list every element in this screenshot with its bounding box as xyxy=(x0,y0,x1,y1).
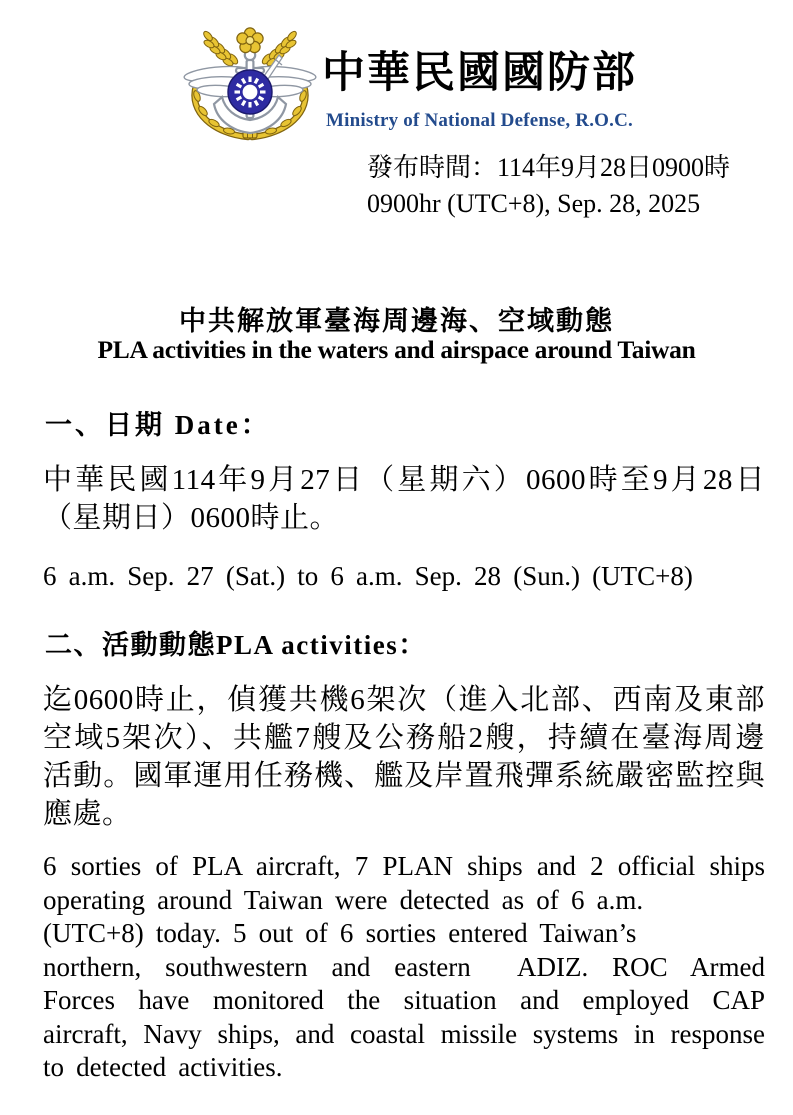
publish-time-en: 0900hr (UTC+8), Sep. 28, 2025 xyxy=(367,189,701,218)
text-line: 迄0600時止，偵獲共機6架次（進入北部、西南及東部 xyxy=(43,684,765,716)
doc-title-en: PLA activities in the waters and airspace around Taiwan xyxy=(97,335,696,364)
org-name-en: Ministry of National Defense, R.O.C. xyxy=(326,110,633,131)
text-line: (UTC+8) today. 5 out of 6 sorties entered Taiwan’s xyxy=(43,918,637,948)
text-line: aircraft, Navy ships, and coastal missile systems in response xyxy=(43,1018,765,1049)
text-line: 6 sorties of PLA aircraft, 7 PLAN ships and 2 official ships xyxy=(43,851,765,881)
text-line: 空域5架次）、共艦7艘及公務船2艘，持續在臺海周邊 xyxy=(43,722,765,754)
publish-time xyxy=(367,150,730,222)
text-line: 活動。國軍運用任務機、艦及岸置飛彈系統嚴密監控與 xyxy=(43,760,765,792)
mnd-emblem-icon xyxy=(180,24,320,146)
text-line: 中華民國114年9月27日（星期六）0600時至9月28日 xyxy=(43,464,765,496)
section-date-heading: 一、日期 Date： xyxy=(45,410,271,440)
doc-title-zh: 中共解放軍臺海周邊海、空域動態 xyxy=(179,306,614,336)
text-line: （星期日）0600時止。 xyxy=(43,502,340,534)
date-paragraph-zh xyxy=(43,461,765,537)
text-line: Forces have monitored the situation and employed CAP xyxy=(43,985,765,1015)
text-line: 應處。 xyxy=(43,798,132,830)
section-activities-heading: 二、活動動態PLA activities： xyxy=(45,630,427,660)
text-line: operating around Taiwan were detected as of 6 a.m. xyxy=(43,884,644,915)
text-line: to detected activities. xyxy=(43,1052,283,1082)
org-name-zh: 中華民國國防部 xyxy=(322,50,637,97)
publish-time-zh: 發布時間：114年9月28日0900時 xyxy=(367,153,731,182)
activities-paragraph-en xyxy=(43,850,765,1085)
text-line: 6 a.m. Sep. 27 (Sat.) to 6 a.m. Sep. 28 (Sun.) (UTC+8) xyxy=(43,561,693,591)
date-paragraph-en xyxy=(43,560,765,594)
text-line: northern, southwestern and eastern ADIZ. ROC Armed xyxy=(43,951,765,982)
activities-paragraph-zh xyxy=(43,681,765,833)
